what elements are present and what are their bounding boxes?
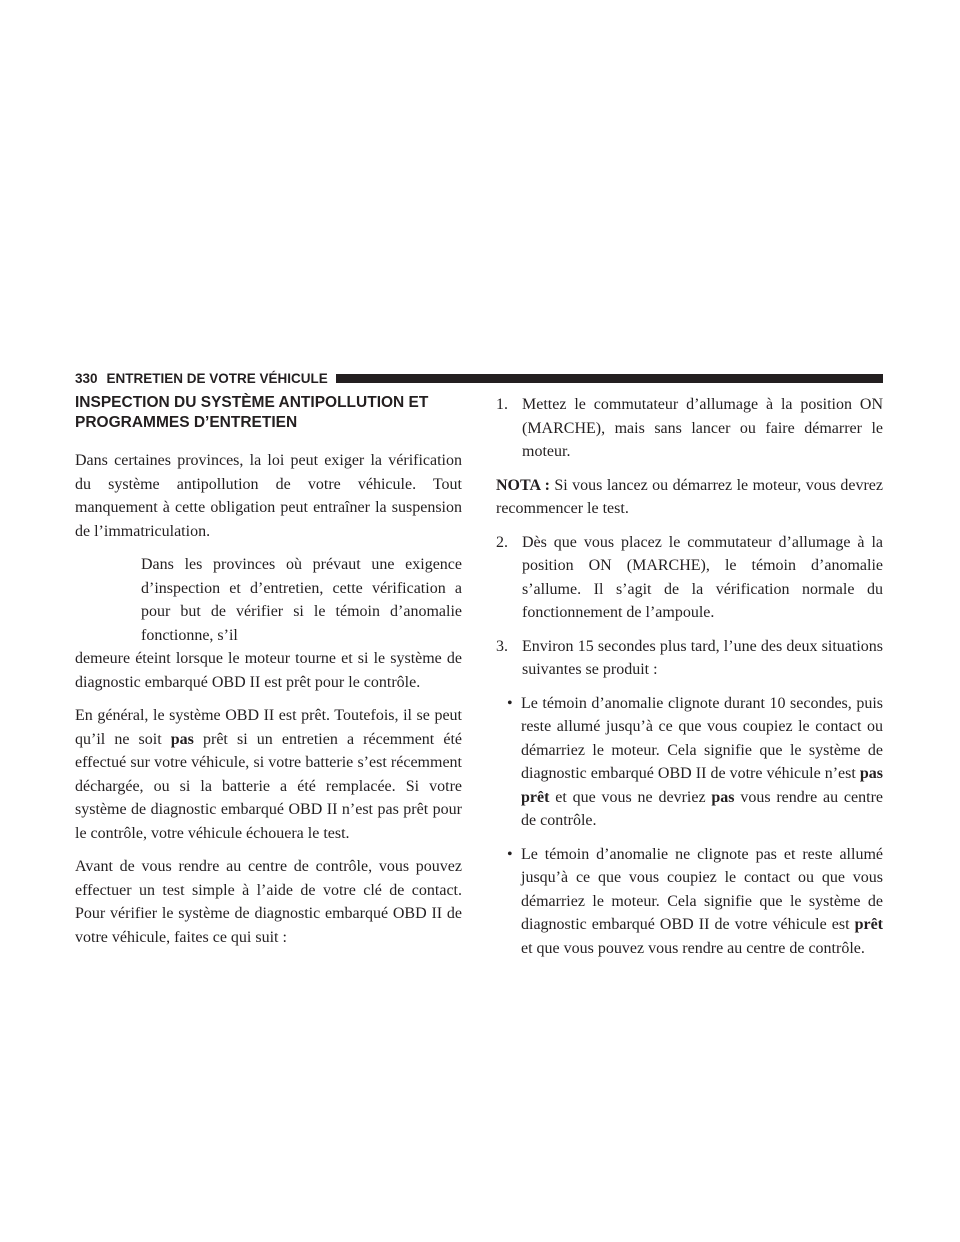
right-column [496, 393, 883, 970]
bullet-not-ready: • Le témoin d’anomalie clignote durant 10 secondes, puis reste allumé jusqu’à ce que vous coupiez le contact ou démarriez le moteur. Cela signifie que le système de diagnostic embarqué OBD II de votre véhicule n’est pas prêt et que vous ne devriez pas vous rendre au centre de contrôle. [496, 692, 883, 833]
left-column [75, 393, 462, 959]
page-header [75, 369, 883, 387]
bullet-icon: • [507, 845, 513, 863]
step-3: 3. Environ 15 secondes plus tard, l’une des deux situations suivantes se produit : [496, 637, 883, 678]
page-number: 330 [75, 370, 98, 386]
step-1: 1. Mettez le commutateur d’allumage à la position ON (MARCHE), mais sans lancer ou faire démarrer le moteur. [496, 396, 883, 460]
paragraph-intro: Dans certaines provinces, la loi peut exiger la vérification du système antipollution de votre véhicule. Tout manquement à cette obligation peut entraîner la suspension de l’immatriculation. [75, 452, 462, 540]
section-title: ENTRETIEN DE VOTRE VÉHICULE [106, 370, 328, 386]
section-heading: INSPECTION DU SYSTÈME ANTIPOLLUTION ET PROGRAMMES D’ENTRETIEN [75, 394, 429, 431]
paragraph-obd-ready: En général, le système OBD II est prêt. Toutefois, il se peut qu’il ne soit pas prêt si un entretien a récemment été effectué sur votre véhicule, si votre batterie s’est récemment déchargée, ou si la batterie a été remplacée. Si votre système de diagnostic embarqué OBD II n’est pas prêt pour le contrôle, votre véhicule échouera le test. [75, 707, 462, 842]
nota-label: NOTA : [496, 476, 550, 494]
paragraph-inspection [75, 553, 462, 694]
paragraph-before-test: Avant de vous rendre au centre de contrôle, vous pouvez effectuer un test simple à l’aide de votre clé de contact. Pour vérifier le système de diagnostic embarqué OBD II de votre véhicule, faites ce qui suit : [75, 858, 462, 946]
bullet-ready: • Le témoin d’anomalie ne clignote pas et reste allumé jusqu’à ce que vous coupiez le contact ou que vous démarriez le moteur. Cela signifie que le système de diagnostic embarqué OBD II de votre véhicule est prêt et que vous pouvez vous rendre au centre de contrôle. [496, 843, 883, 961]
header-rule [336, 374, 883, 383]
paragraph-inspection-indented: Dans les provinces où prévaut une exigence d’inspection et d’entretien, cette vérification a pour but de vérifier si le témoin d’anomalie fonctionne, s’il [141, 556, 462, 644]
step-2: 2. Dès que vous placez le commutateur d’allumage à la position ON (MARCHE), le témoin d’anomalie s’allume. Il s’agit de la vérification normale du fonctionnement de l’ampoule. [496, 533, 883, 621]
nota: NOTA : Si vous lancez ou démarrez le moteur, vous devrez recommencer le test. [496, 476, 884, 517]
paragraph-inspection-rest: demeure éteint lorsque le moteur tourne et si le système de diagnostic embarqué OBD II est prêt pour le contrôle. [75, 650, 462, 691]
bullet-icon: • [507, 694, 513, 712]
